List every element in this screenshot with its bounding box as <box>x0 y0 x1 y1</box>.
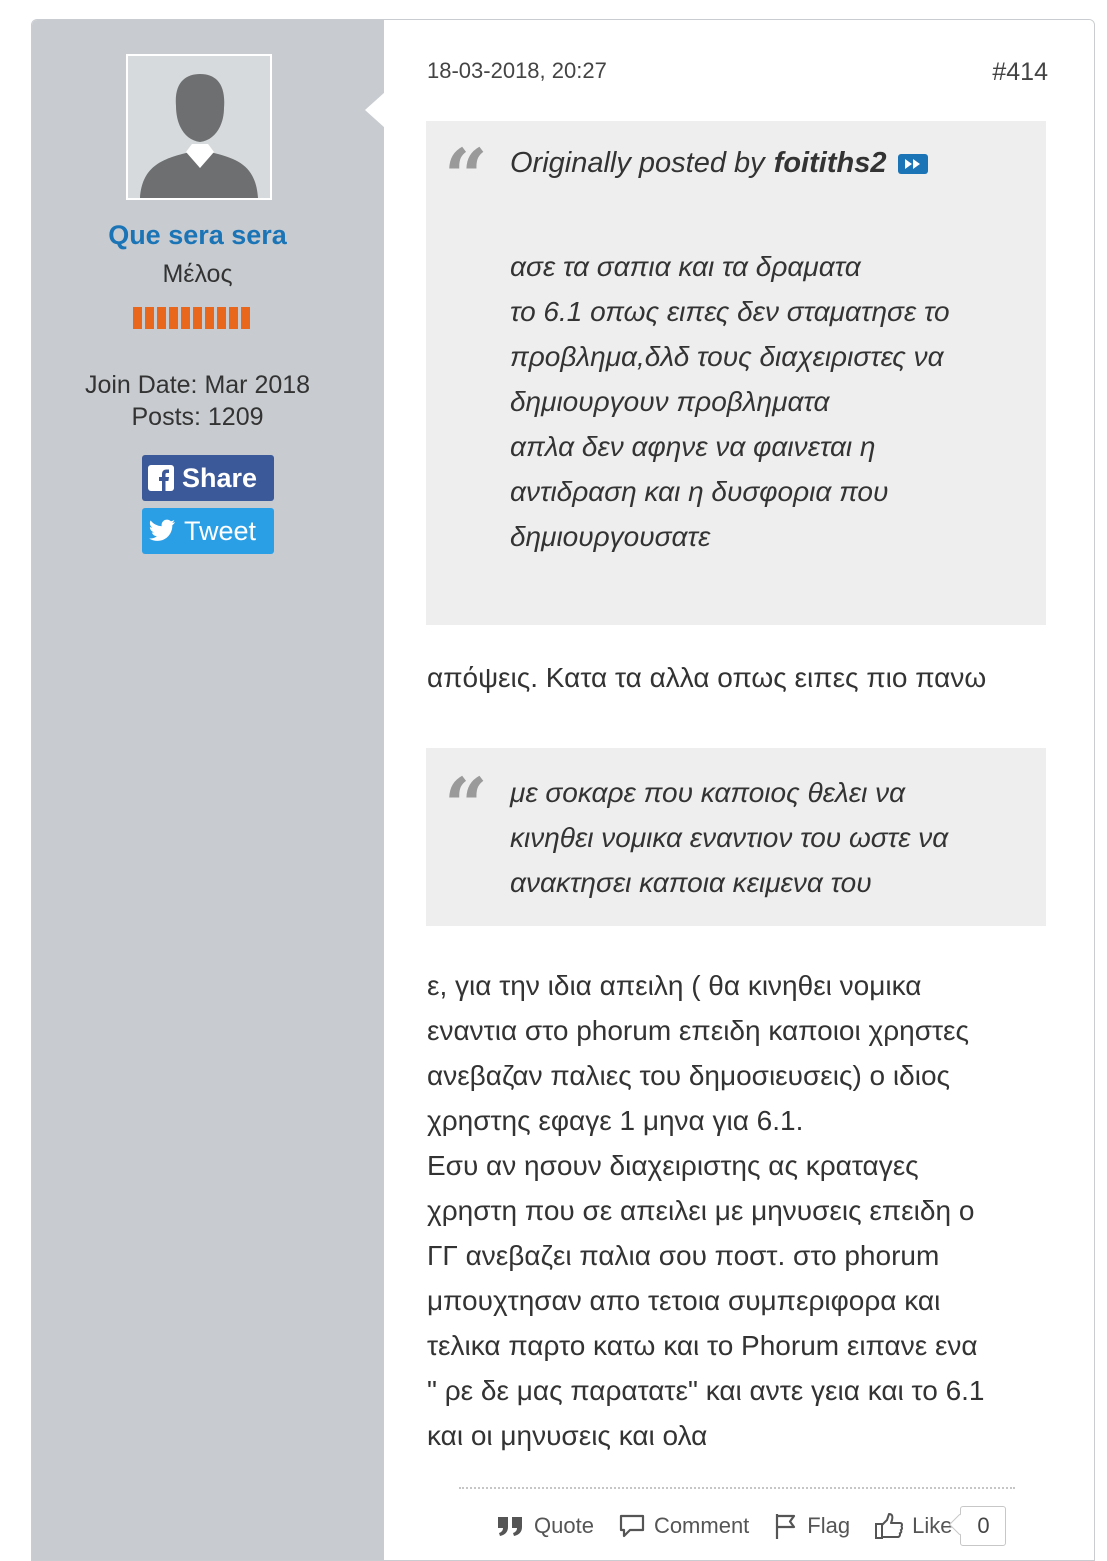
post-text-line: απόψεις. Κατα τα αλλα οπως ειπες πιο πανω <box>427 662 987 693</box>
username[interactable]: Que sera sera <box>108 220 287 250</box>
post-text-line: εναντια στο phorum επειδη καποιοι χρηστες <box>427 1015 970 1046</box>
post-text-line: Εσυ αν ησουν διαχειριστης ας κραταγες <box>427 1150 919 1181</box>
actions-divider <box>459 1487 1015 1489</box>
quote-line: προβλημα,δλδ τους διαχειριστες να <box>510 341 944 372</box>
quote-line: ασε τα σαπια και τα δραματα <box>510 251 861 282</box>
quote-mark-icon: “ <box>444 132 488 221</box>
twitter-bird-icon <box>148 519 176 543</box>
share-label: Share <box>182 462 258 493</box>
quote-block <box>426 121 1046 625</box>
post-text-line: χρηστη που σε απειλει με μηνυσεις επειδη ο <box>427 1195 975 1226</box>
comment-bubble-icon <box>618 1513 646 1539</box>
flag-icon <box>773 1512 799 1540</box>
user-title: Μέλος <box>162 260 233 288</box>
quote-attribution <box>510 147 928 180</box>
quote-line: με σοκαρε που καποιος θελει να <box>510 777 906 808</box>
post-number-link[interactable]: #414 <box>992 58 1048 86</box>
post-pointer-arrow <box>365 92 385 128</box>
quote-line: κινηθει νομικα εναντιον του ωστε να <box>510 822 949 853</box>
quote-block <box>426 748 1046 926</box>
facebook-share-button[interactable] <box>142 455 274 501</box>
post-text-line: ανεβαζαν παλιες του δημοσιευσεις) ο ιδιος <box>427 1060 951 1091</box>
quote-line: το 6.1 οπως ειπες δεν σταματησε το <box>510 296 950 327</box>
reputation-pip <box>193 307 202 329</box>
quote-text <box>510 244 950 559</box>
quote-line: απλα δεν αφηνε να φαινεται η <box>510 431 876 462</box>
quote-label: Quote <box>534 1513 594 1538</box>
quote-text <box>510 770 948 905</box>
post-actions <box>496 1506 1006 1546</box>
quote-line: ανακτησει καποια κειμενα του <box>510 867 872 898</box>
quote-icon <box>496 1515 526 1537</box>
tweet-button[interactable] <box>142 508 274 554</box>
post-text-line: ΓΓ ανεβαζει παλια σου ποστ. στο phorum <box>427 1240 940 1271</box>
default-avatar-icon <box>128 56 270 198</box>
tweet-label: Tweet <box>184 515 257 546</box>
post-text-line: χρηστης εφαγε 1 μηνα για 6.1. <box>427 1105 804 1136</box>
reputation-pip <box>157 307 166 329</box>
reputation-pip <box>217 307 226 329</box>
facebook-icon <box>148 465 174 491</box>
like-button[interactable] <box>874 1512 952 1540</box>
user-sidebar <box>32 20 384 1560</box>
post-text-line: ε, για την ιδια απειλη ( θα κινηθει νομικα <box>427 970 922 1001</box>
reputation-pip <box>145 307 154 329</box>
quote-mark-icon: “ <box>444 761 488 850</box>
flag-label: Flag <box>807 1513 851 1538</box>
post-count: Posts: 1209 <box>131 403 264 431</box>
reputation-pip <box>181 307 190 329</box>
reputation-pip <box>133 307 142 329</box>
reputation-bar <box>133 307 250 329</box>
like-count-value: 0 <box>977 1513 990 1538</box>
post-text-line: " ρε δε μας παρατατε" και αντε γεια και το 6.1 <box>427 1375 985 1406</box>
quote-line: αντιδραση και η δυσφορια που <box>510 476 889 507</box>
user-avatar[interactable] <box>126 54 272 200</box>
reputation-pip <box>169 307 178 329</box>
post-content <box>384 20 1094 1560</box>
forum-post <box>31 19 1095 1561</box>
quote-author[interactable]: foitiths2 <box>773 147 887 179</box>
post-text-line: τελικα παρτο κατω και το Phorum ειπανε ενα <box>427 1330 978 1361</box>
quote-line: δημιουργουν προβληματα <box>510 386 830 417</box>
quote-button[interactable] <box>496 1513 594 1539</box>
reputation-pip <box>241 307 250 329</box>
view-post-icon[interactable] <box>898 154 928 174</box>
post-date: 18-03-2018, 20:27 <box>427 58 607 83</box>
comment-button[interactable] <box>618 1513 749 1539</box>
join-date: Join Date: Mar 2018 <box>84 371 311 399</box>
reputation-pip <box>229 307 238 329</box>
post-text-line: μπουχτησαν απο τετοια συμπεριφορα και <box>427 1285 941 1316</box>
like-label: Like <box>912 1513 953 1538</box>
post-text-line: και οι μηνυσεις και ολα <box>427 1420 708 1451</box>
quote-prefix: Originally posted by <box>510 147 765 179</box>
reputation-pip <box>205 307 214 329</box>
post-text <box>427 963 985 1458</box>
thumbs-up-icon <box>874 1512 904 1540</box>
flag-button[interactable] <box>773 1512 850 1540</box>
like-count <box>960 1506 1006 1546</box>
comment-label: Comment <box>653 1513 750 1538</box>
quote-line: δημιουργουσατε <box>510 521 711 552</box>
